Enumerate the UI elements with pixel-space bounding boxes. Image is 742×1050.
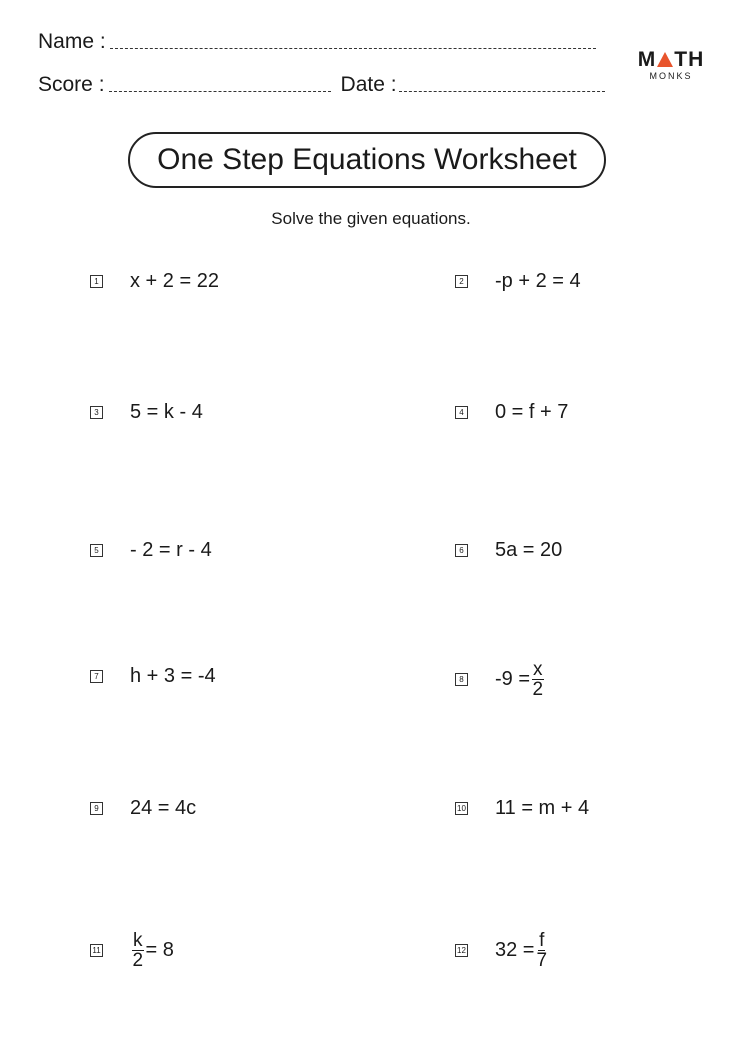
score-blank-line[interactable] — [109, 90, 331, 92]
equation-rhs: = 8 — [145, 939, 174, 961]
logo-triangle-icon — [657, 52, 673, 67]
problem-12 — [455, 931, 549, 970]
equation: -p + 2 = 4 — [495, 270, 581, 292]
logo-text-m: M — [637, 48, 657, 71]
problem-6 — [455, 539, 562, 562]
problem-8 — [455, 660, 546, 699]
problem-10 — [455, 797, 589, 820]
score-label: Score : — [38, 73, 105, 96]
instructions: Solve the given equations. — [271, 209, 471, 228]
fraction — [536, 931, 547, 970]
logo-subtext: MONKS — [649, 71, 693, 81]
problem-3 — [90, 401, 203, 424]
fraction-numerator: k — [133, 930, 143, 951]
equation: x + 2 = 22 — [130, 270, 219, 292]
fraction — [132, 931, 144, 970]
fraction-numerator: f — [539, 930, 545, 951]
problem-number: 1 — [90, 275, 103, 288]
worksheet-title — [128, 132, 606, 188]
name-blank-line[interactable] — [110, 47, 596, 49]
name-field-row — [38, 30, 596, 54]
problem-9 — [90, 797, 196, 820]
problem-number: 10 — [455, 802, 468, 815]
problem-number: 12 — [455, 944, 468, 957]
problem-11 — [90, 931, 174, 970]
problem-number: 11 — [90, 944, 103, 957]
date-blank-line[interactable] — [399, 90, 605, 92]
problem-number: 3 — [90, 406, 103, 419]
equation: 5a = 20 — [495, 539, 563, 561]
equation-lhs: -9 = — [495, 668, 531, 690]
problem-number: 2 — [455, 275, 468, 288]
title-text: One Step Equations Worksheet — [157, 143, 577, 176]
problem-number: 8 — [455, 673, 468, 686]
problem-number: 7 — [90, 670, 103, 683]
problem-7 — [90, 665, 216, 688]
equation: 0 = f + 7 — [495, 401, 569, 423]
fraction-numerator: x — [533, 659, 543, 680]
problem-number: 9 — [90, 802, 103, 815]
problem-number: 4 — [455, 406, 468, 419]
problem-number: 6 — [455, 544, 468, 557]
fraction — [532, 660, 544, 699]
name-label: Name : — [38, 30, 106, 53]
score-date-row — [38, 73, 605, 97]
problem-4 — [455, 401, 568, 424]
math-monks-logo — [634, 50, 708, 81]
equation: - 2 = r - 4 — [130, 539, 212, 561]
logo-text-th: TH — [674, 48, 705, 71]
problem-5 — [90, 539, 212, 562]
problem-2 — [455, 270, 581, 293]
date-label: Date : — [340, 73, 397, 96]
fraction-denominator: 7 — [536, 950, 548, 971]
problem-number: 5 — [90, 544, 103, 557]
equation: 24 = 4c — [130, 797, 197, 819]
equation-lhs: 32 = — [495, 939, 535, 961]
problem-1 — [90, 270, 219, 293]
equation: 5 = k - 4 — [130, 401, 203, 423]
equation: h + 3 = -4 — [130, 665, 216, 687]
equation: 11 = m + 4 — [495, 797, 590, 819]
fraction-denominator: 2 — [532, 679, 544, 700]
fraction-denominator: 2 — [132, 950, 144, 971]
